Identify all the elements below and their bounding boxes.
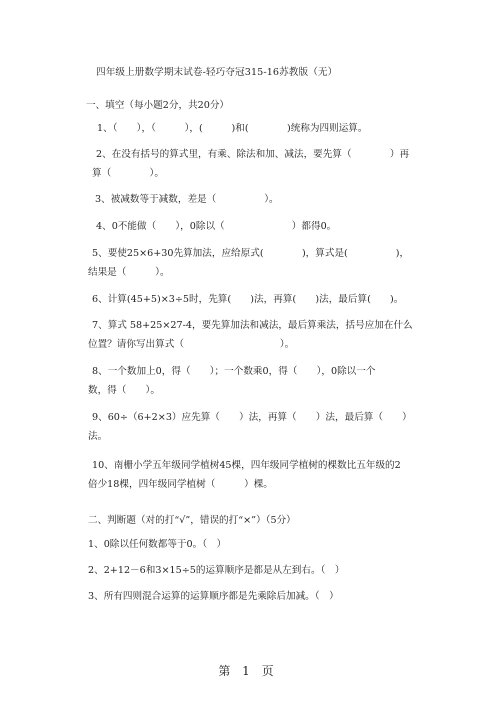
question-1-4 xyxy=(96,217,436,236)
question-line: 结果是（ ）。 xyxy=(88,267,170,278)
question-line: 位置？请你写出算式（ ）。 xyxy=(88,339,295,350)
question-line: 3、被减数等于减数，差是（ ）。 xyxy=(95,194,279,205)
question-1-6 xyxy=(92,290,432,309)
question-line: 2、在没有括号的算式里，有乘、除法和加、减法，要先算（ ）再 xyxy=(96,149,410,160)
question-line: 数，得（ ）。 xyxy=(88,385,160,396)
question-line: 法。 xyxy=(88,431,108,442)
question-1-2 xyxy=(92,145,432,183)
question-1-10 xyxy=(88,456,428,494)
document-title: 四年级上册数学期末试卷-轻巧夺冠315-16苏教版（无） xyxy=(96,67,338,78)
question-line: 算（ ）。 xyxy=(92,168,164,179)
question-line: 9、60÷（6+2×3）应先算（ ）法，再算（ ）法，最后算（ ） xyxy=(92,412,412,423)
question-1-3 xyxy=(95,190,435,209)
question-line: 1、（ ），（ ），( )和( )统称为四则运算。 xyxy=(97,123,368,134)
question-line: 倍少18棵，四年级同学植树（ ）棵。 xyxy=(88,479,273,490)
question-2-3 xyxy=(88,587,428,606)
question-line: 6、计算(45+5)×3÷5时，先算( )法，再算( )法，最后算( )。 xyxy=(92,294,404,305)
question-line: 1、0除以任何数都等于0。（ ） xyxy=(88,539,227,550)
question-line: 8、一个数加上0，得（ ）；一个数乘0，得（ ），0除以一个 xyxy=(92,366,376,377)
question-1-7 xyxy=(88,316,428,354)
question-line: 2、2+12－6和3×15÷5的运算顺序是都是从左到右。（ ） xyxy=(88,565,345,576)
page-number: 第 1 页 xyxy=(218,664,278,678)
question-1-5 xyxy=(88,244,428,282)
question-line: 10、南栅小学五年级同学植树45棵，四年级同学植树的棵数比五年级的2 xyxy=(92,460,401,471)
question-1-9 xyxy=(88,408,428,446)
question-line: 7、算式 58+25×27-4，要先算加法和减法，最后算乘法，括号应加在什么 xyxy=(92,320,413,331)
section-heading-true-false: 二、判断题（对的打“√”，错误的打“×”）（5分） xyxy=(88,515,296,526)
question-1-1 xyxy=(97,119,437,138)
section-heading-fill-blank: 一、填空（每小题2分，共20分） xyxy=(86,100,230,111)
question-line: 4、0不能做（ ），0除以（ ）都得0。 xyxy=(96,221,337,232)
question-line: 3、所有四则混合运算的运算顺序都是先乘除后加减。（ ） xyxy=(88,591,339,602)
question-line: 5、要使25×6+30先算加法，应给原式( )，算式是( )， xyxy=(92,248,410,259)
question-2-1 xyxy=(88,535,428,554)
question-2-2 xyxy=(88,561,428,580)
question-1-8 xyxy=(88,362,428,400)
